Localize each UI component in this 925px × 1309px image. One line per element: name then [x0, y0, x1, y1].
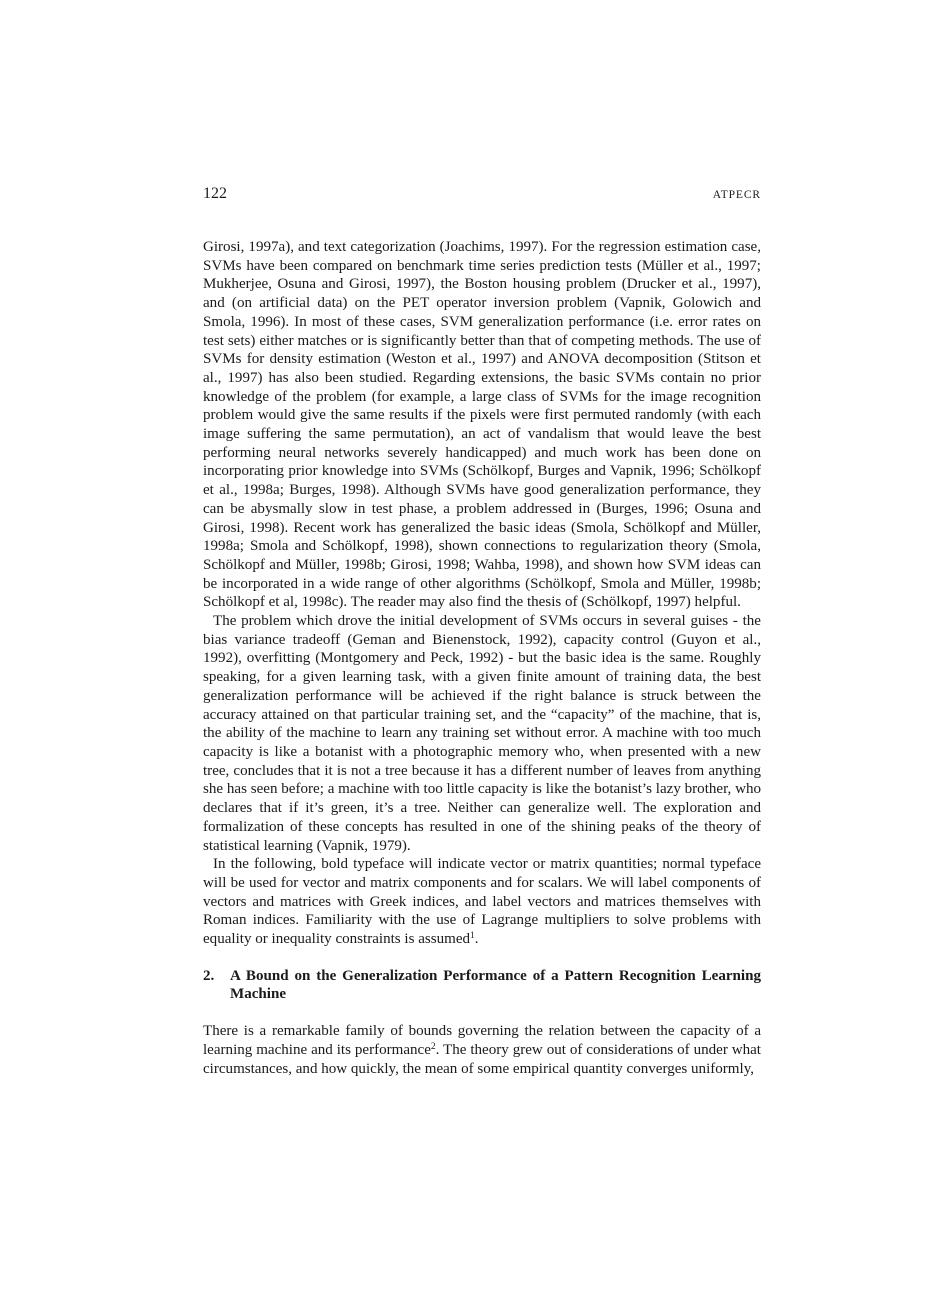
paragraph	[203, 238, 761, 612]
running-head	[203, 185, 761, 211]
paragraph-text: Girosi, 1997a), and text categorization (Joachims, 1997). For the regression estimation case, SVMs have been compared on benchmark time series prediction tests (Müller et al., 1997; Mukherjee, Osuna and Girosi, 1997), the Boston housing problem (Drucker et al., 1997), and (on artificial data) on the PET operator inversion problem (Vapnik, Golowich and Smola, 1996). In most of these cases, SVM generalization performance (i.e. error rates on test sets) either matches or is significantly better than that of competing methods. The use of SVMs for density estimation (Weston et al., 1997) and ANOVA decomposition (Stitson et al., 1997) has also been studied. Regarding extensions, the basic SVMs contain no prior knowledge of the problem (for example, a large class of SVMs for the image recognition problem would give the same results if the pixels were first permuted randomly (with each image suffering the same permutation), an act of vandalism that would leave the best performing neural networks severely handicapped) and much work has been done on incorporating prior knowledge into SVMs (Schölkopf, Burges and Vapnik, 1996; Schölkopf et al., 1998a; Burges, 1998). Although SVMs have good generalization performance, they can be abysmally slow in test phase, a problem addressed in (Burges, 1996; Osuna and Girosi, 1998). Recent work has generalized the basic ideas (Smola, Schölkopf and Müller, 1998a; Smola and Schölkopf, 1998), shown connections to regularization theory (Smola, Schölkopf and Müller, 1998b; Girosi, 1998; Wahba, 1998), and shown how SVM ideas can be incorporated in a wide range of other algorithms (Schölkopf, Smola and Müller, 1998b; Schölkopf et al, 1998c). The reader may also find the thesis of (Schölkopf, 1997) helpful.	[203, 239, 761, 611]
journal-abbreviation: ATPECR	[712, 189, 761, 201]
paragraph-text: In the following, bold typeface will indicate vector or matrix quantities; normal typeface will be used for vector and matrix components and for scalars. We will label components of vectors and matrices with Greek indices, and label vectors and matrices themselves with Roman indices. Familiarity with the use of Lagrange multipliers to solve problems with equality or inequality constraints is assumed	[203, 856, 761, 948]
section-body	[203, 1022, 761, 1078]
section-title: A Bound on the Generalization Performance of a Pattern Recognition Learning Machine	[230, 967, 761, 1003]
footnote-marker[interactable]: 1	[470, 931, 475, 942]
footnote-marker[interactable]: 2	[430, 1041, 436, 1052]
paragraph-text: There is a remarkable family of bounds governing the relation between the capacity of a learning machine and its performance	[203, 1023, 761, 1058]
paragraph	[203, 612, 761, 855]
paragraph	[203, 855, 761, 949]
paragraph-text-end: . The theory grew out of considerations of under what circumstances, and how quickly, the mean of some empirical quantity converges uniformly,	[203, 1041, 761, 1077]
section-number: 2.	[203, 967, 215, 984]
section-heading	[203, 967, 761, 1004]
page-number: 122	[203, 185, 227, 202]
paragraph	[203, 1022, 761, 1078]
paragraph-text: The problem which drove the initial development of SVMs occurs in several guises - the bias variance tradeoff (Geman and Bienenstock, 1992), capacity control (Guyon et al., 1992), overfitting (Montgomery and Peck, 1992) - but the basic idea is the same. Roughly speaking, for a given learning task, with a given finite amount of training data, the best generalization performance will be achieved if the right balance is struck between the accuracy attained on that particular training set, and the “capacity” of the machine, that is, the ability of the machine to learn any training set without error. A machine with too much capacity is like a botanist with a photographic memory who, when presented with a new tree, concludes that it is not a tree because it has a different number of leaves from anything she has seen before; a machine with too little capacity is like the botanist’s lazy brother, who declares that if it’s green, it’s a tree. Neither can generalize well. The exploration and formalization of these concepts has resulted in one of the shining peaks of the theory of statistical learning (Vapnik, 1979).	[203, 613, 761, 854]
paragraph-text-end: .	[474, 931, 479, 948]
body-text	[203, 238, 761, 949]
page	[203, 185, 761, 1078]
